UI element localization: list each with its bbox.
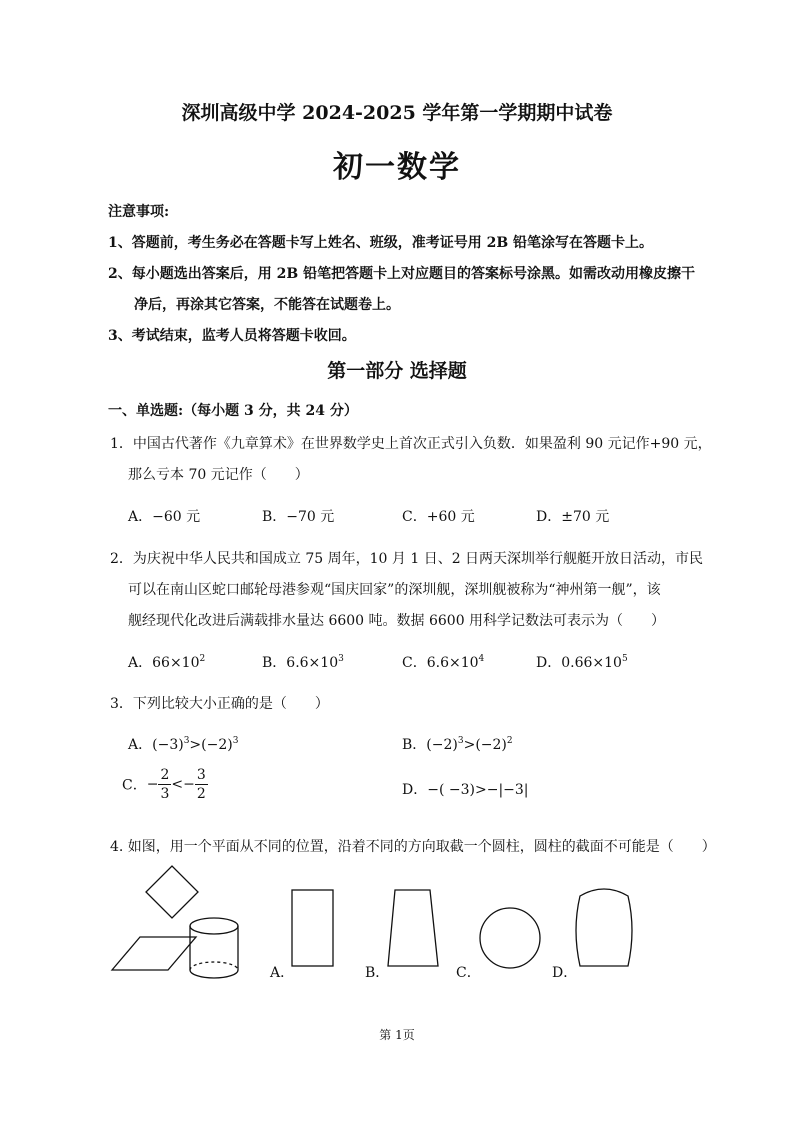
q2-a-label: A． <box>128 655 153 671</box>
option-a-rectangle-icon <box>292 890 333 966</box>
q1-option-a: A．−60 元 <box>128 509 201 525</box>
q2-line3: 舰经现代化改进后满载排水量达 6600 吨。数据 6600 用科学记数法可表示为（ ） <box>128 613 666 629</box>
q3-b-label: B． <box>402 737 427 753</box>
q4-stem: 4. 如图，用一个平面从不同的位置，沿着不同的方向取截一个圆柱，圆柱的截面不可能是（ ） <box>110 839 716 855</box>
q1-option-b: B．−70 元 <box>262 509 335 525</box>
q2-option-c <box>402 652 484 672</box>
q3-a-right: (−2) <box>201 737 233 753</box>
q3-c-num1: 2 <box>160 767 170 783</box>
section-title: 一、单选题:（每小题 3 分，共 24 分） <box>108 403 358 419</box>
q2-a-exp: 2 <box>199 654 206 664</box>
q3-a-left: (−3) <box>152 737 184 753</box>
q3-b-right-exp: 2 <box>506 736 513 746</box>
notes-heading: 注意事项: <box>108 204 170 220</box>
option-c-circle-icon <box>480 908 540 968</box>
q4-option-a-label: A． <box>270 965 295 981</box>
q3-b-right: (−2) <box>475 737 507 753</box>
q2-b-exp: 3 <box>338 654 344 664</box>
option-d-curved-icon <box>576 889 632 966</box>
note-item-2: 2、每小题选出答案后，用 2B 铅笔把答题卡上对应题目的答案标号涂黑。如需改动用橡皮擦干 <box>108 266 696 282</box>
part-title: 第一部分 选择题 <box>327 360 467 382</box>
q3-option-a <box>128 734 238 754</box>
q3-a-right-exp: 3 <box>232 736 239 746</box>
q2-d-base: 0.66×10 <box>561 655 622 671</box>
option-b-trapezoid-icon <box>388 890 438 966</box>
note-item-2-cont: 净后，再涂其它答案，不能答在试题卷上。 <box>134 297 400 313</box>
q2-c-base: 6.6×10 <box>426 655 479 671</box>
q1-option-c: C．+60 元 <box>402 509 475 525</box>
q3-c-den2: 2 <box>196 786 206 802</box>
q2-line2: 可以在南山区蛇口邮轮母港参观“国庆回家”的深圳舰，深圳舰被称为“神州第一舰”，该 <box>128 582 661 598</box>
q3-option-d <box>402 779 529 799</box>
q1-option-d: D．±70 元 <box>536 509 610 525</box>
q3-b-left: (−2) <box>426 737 458 753</box>
q3-b-left-exp: 3 <box>457 736 464 746</box>
q2-option-d <box>536 652 628 672</box>
q3-option-c <box>122 766 208 803</box>
q2-c-label: C． <box>402 655 427 671</box>
note-item-1: 1、答题前，考生务必在答题卡写上姓名、班级，准考证号用 2B 铅笔涂写在答题卡上。 <box>108 235 654 251</box>
q3-c-minus: − <box>146 776 159 793</box>
q2-b-base: 6.6×10 <box>286 655 339 671</box>
cylinder-icon <box>190 918 238 978</box>
exam-title: 深圳高级中学 2024-2025 学年第一学期期中试卷 <box>181 102 613 124</box>
note-item-3: 3、考试结束，监考人员将答题卡收回。 <box>108 328 356 344</box>
q3-c-fraction-1 <box>158 766 171 803</box>
q2-c-exp: 4 <box>478 654 485 664</box>
q3-a-op: > <box>189 737 202 753</box>
q2-option-a <box>128 652 205 672</box>
q2-d-exp: 5 <box>621 654 628 664</box>
q3-d-expr: −( −3)>−|−3| <box>427 782 529 798</box>
q4-option-d-label: D． <box>552 965 578 981</box>
q2-option-b <box>262 652 344 672</box>
q1-line1: 1．中国古代著作《九章算术》在世界数学史上首次正式引入负数．如果盈利 90 元记作+90 元， <box>110 436 712 452</box>
plane-parallelogram-icon <box>112 937 196 970</box>
q3-c-den1: 3 <box>160 786 170 802</box>
q3-c-num2: 3 <box>196 767 206 783</box>
q3-d-label: D． <box>402 782 428 798</box>
q2-d-label: D． <box>536 655 562 671</box>
q2-a-base: 66×10 <box>152 655 200 671</box>
subject-title: 初一数学 <box>333 150 461 185</box>
q3-option-b <box>402 734 513 754</box>
q3-c-label: C． <box>122 777 147 794</box>
q3-a-label: A． <box>128 737 153 753</box>
q4-option-b-label: B． <box>365 965 390 981</box>
plane-square-icon <box>146 866 198 918</box>
q1-line2: 那么亏本 70 元记作（ ） <box>128 467 309 483</box>
page-number: 第 1页 <box>379 1028 415 1042</box>
q4-option-c-label: C． <box>456 965 481 981</box>
q3-c-op: <− <box>171 776 195 793</box>
q3-b-op: > <box>463 737 476 753</box>
q2-line1: 2．为庆祝中华人民共和国成立 75 周年，10 月 1 日、2 日两天深圳举行舰艇开放日活动，市民 <box>110 551 704 567</box>
q3-c-fraction-2 <box>195 766 208 803</box>
q3-stem: 3．下列比较大小正确的是（ ） <box>110 696 329 712</box>
q2-b-label: B． <box>262 655 287 671</box>
q3-a-left-exp: 3 <box>183 736 190 746</box>
